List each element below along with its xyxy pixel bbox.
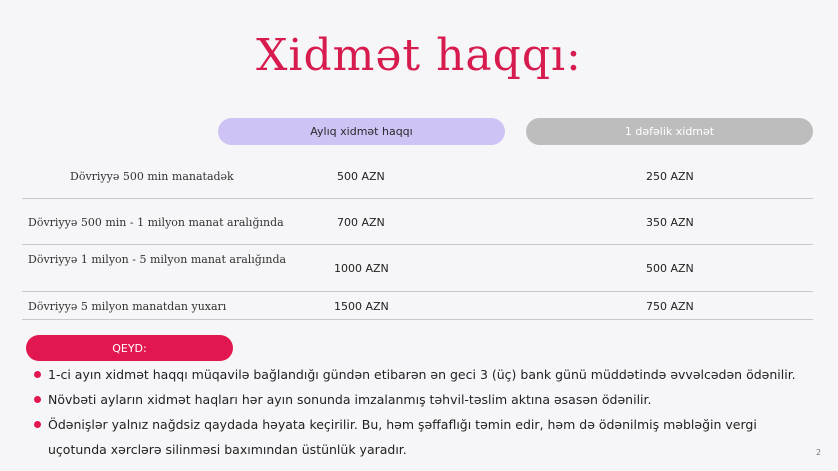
row-label: Dövriyyə 5 milyon manatdan yuxarı xyxy=(28,300,227,313)
slide-title: Xidmət haqqı: xyxy=(256,30,582,81)
row-once-value: 350 AZN xyxy=(646,216,694,229)
row-label: Dövriyyə 500 min - 1 milyon manat aralığında xyxy=(28,216,284,229)
row-divider xyxy=(22,319,813,320)
header-monthly-fee: Aylıq xidmət haqqı xyxy=(218,118,505,145)
note-badge: QEYD: xyxy=(26,335,233,361)
row-divider xyxy=(22,198,813,199)
row-label: Dövriyyə 1 milyon - 5 milyon manat aralığında xyxy=(28,253,287,266)
row-divider xyxy=(22,244,813,245)
row-monthly-value: 500 AZN xyxy=(337,170,385,183)
page-number: 2 xyxy=(816,448,822,457)
row-once-value: 750 AZN xyxy=(646,300,694,313)
notes-list xyxy=(34,362,814,462)
row-label: Dövriyyə 500 min manatadək xyxy=(70,170,234,183)
row-once-value: 250 AZN xyxy=(646,170,694,183)
note-item xyxy=(34,412,814,462)
note-item xyxy=(34,362,814,387)
row-monthly-value: 1000 AZN xyxy=(334,262,389,275)
note-text: 1-ci ayın xidmət haqqı müqavilə bağlandığı gündən etibarən ən geci 3 (üç) bank günü müddətində əvvəlcədən ödənilir. xyxy=(48,367,796,382)
row-divider xyxy=(22,291,813,292)
header-one-time-service: 1 dəfəlik xidmət xyxy=(526,118,813,145)
bullet-dot-icon xyxy=(34,421,41,428)
bullet-dot-icon xyxy=(34,396,41,403)
note-text: Ödənişlər yalnız nağdsiz qaydada həyata keçirilir. Bu, həm şəffaflığı təmin edir, həm də ödənilmiş məbləğin vergi uçotunda xərclərə silinməsi baxımından üstünlük yaradır. xyxy=(48,417,757,457)
note-item xyxy=(34,387,814,412)
bullet-dot-icon xyxy=(34,371,41,378)
row-monthly-value: 700 AZN xyxy=(337,216,385,229)
row-once-value: 500 AZN xyxy=(646,262,694,275)
note-text: Növbəti ayların xidmət haqları hər ayın sonunda imzalanmış təhvil-təslim aktına əsasən ödənilir. xyxy=(48,392,652,407)
row-monthly-value: 1500 AZN xyxy=(334,300,389,313)
